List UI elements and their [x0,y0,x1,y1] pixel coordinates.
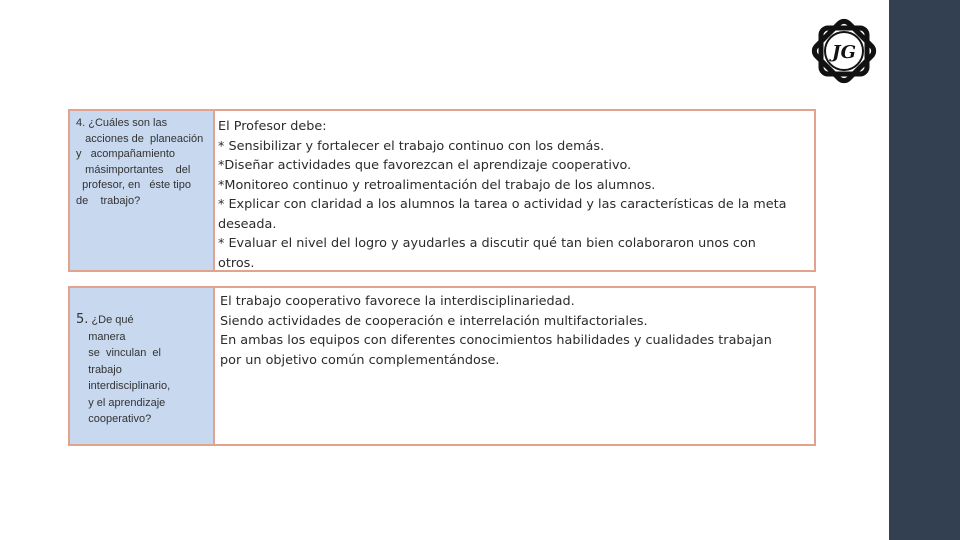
question-text: ¿De qué manera se vinculan el trabajo interdisciplinario, y el aprendizaje cooperativo? [88,314,171,425]
jg-logo [803,10,885,92]
logo-lettering: JG [832,42,856,63]
right-side-bar [889,0,960,540]
answer-cell: El trabajo cooperativo favorece la interdisciplinariedad. Siendo actividades de cooperación e interrelación multifactoriales. En ambas los equipos con diferentes conocimientos habilidades y cualidades trabajan por un objetivo común complementándose. [220,294,772,368]
question-cell [70,288,215,444]
answer-cell: El Profesor debe: * Sensibilizar y fortalecer el trabajo continuo con los demás. *Diseñar actividades que favorezcan el aprendizaje cooperativo. *Monitoreo continuo y retroalimentación del trabajo de los alumnos. * Explicar con claridad a los alumnos la tarea o actividad y las características de la meta deseada. * Evaluar el nivel del logro y ayudarles a discutir qué tan bien colaboraron unos con otros. [218,119,787,270]
table-row [68,109,816,272]
question-cell: 4. ¿Cuáles son las acciones de planeación y acompañamiento másimportantes del profesor, en éste tipo de trabajo? [70,111,215,270]
question-number: 5. [76,312,89,327]
table-row [68,286,816,446]
